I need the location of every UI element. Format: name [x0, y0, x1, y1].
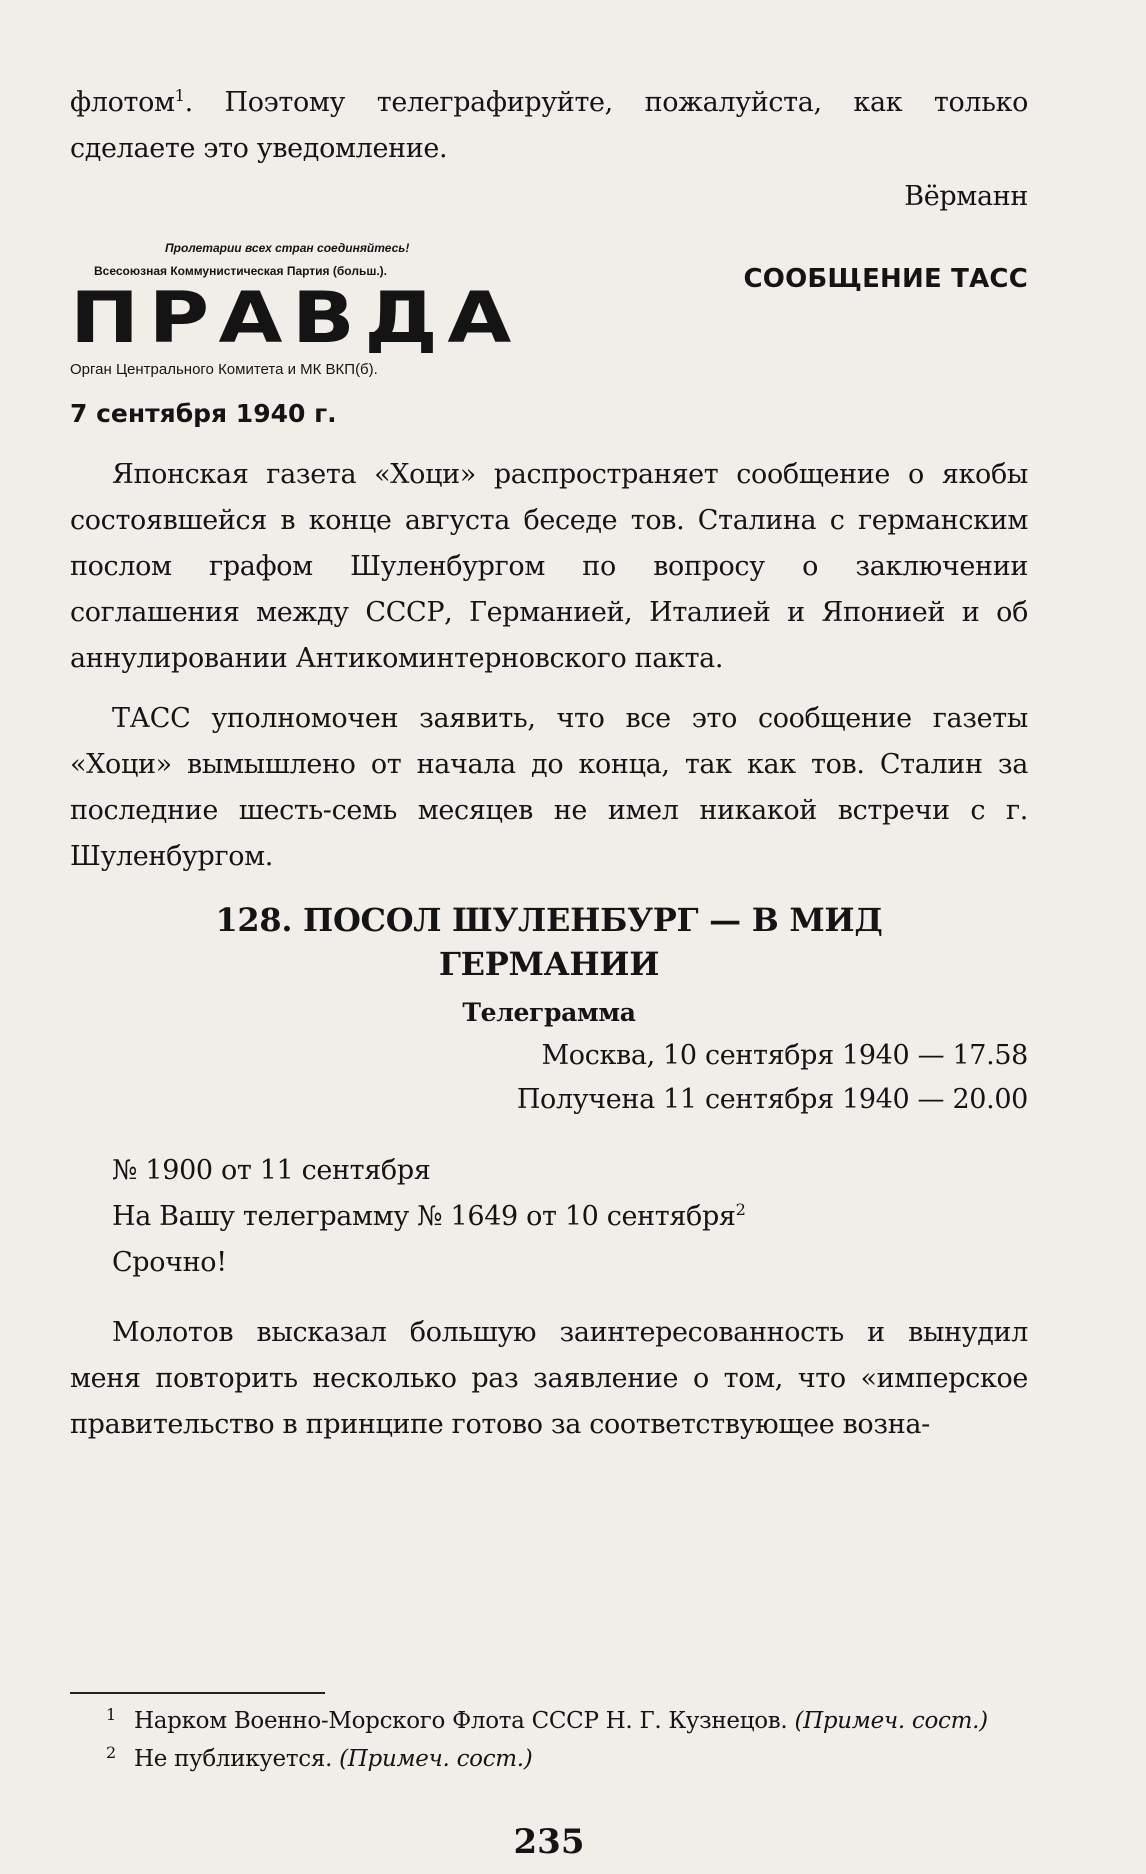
telegram-body: Молотов высказал большую заинтересованность и вынудил меня повторить несколько раз заявление о том, что «имперское правительство в принципе готово за соответствующее возна-	[70, 1317, 1028, 1440]
page-number: 235	[513, 1822, 585, 1862]
document-title-line-2: ГЕРМАНИИ	[438, 945, 660, 983]
pravda-masthead	[70, 240, 521, 380]
pravda-masthead-row	[70, 240, 1028, 390]
tass-heading: СООБЩЕНИЕ ТАСС	[743, 264, 1028, 294]
received-line: Получена 11 сентября 1940 — 20.00	[516, 1084, 1028, 1115]
footnote-divider	[70, 1692, 325, 1694]
footnote-ref-2[interactable]: 2	[735, 1200, 746, 1219]
footnote-note: (Примеч. сост.)	[339, 1746, 533, 1772]
footnote-1: 1 Нарком Военно-Морского Флота СССР Н. Г. Кузнецов. (Примеч. сост.)	[70, 1702, 1028, 1740]
intro-paragraph	[70, 80, 1028, 172]
tass-paragraph-1: Японская газета «Хоци» распространяет сообщение о якобы состоявшейся в конце августа беседе тов. Сталина с германским послом графом Шуленбургом по вопросу о заключении соглашения между СССР, Германией, Италией и Японией и об аннулировании Антикоминтерновского пакта.	[70, 459, 1028, 674]
document-type: Телеграмма	[462, 998, 636, 1027]
footnotes	[70, 1692, 1028, 1778]
footnote-ref-1[interactable]: 1	[174, 86, 185, 105]
intro-text-after: . Поэтому телеграфируйте, пожалуйста, как только сделаете это уведомление.	[70, 87, 1028, 164]
masthead-motto: Пролетарии всех стран соединяйтесь!	[165, 241, 410, 255]
signature: Вёрманн	[904, 181, 1028, 212]
book-page	[70, 80, 1028, 1870]
reply-reference: На Вашу телеграмму № 1649 от 10 сентября$^2$	[112, 1200, 746, 1232]
urgent-mark: Срочно!	[112, 1247, 227, 1278]
footnote-number: 2	[106, 1743, 116, 1762]
newspaper-date: 7 сентября 1940 г.	[70, 399, 337, 428]
document-title-line-1: 128. ПОСОЛ ШУЛЕНБУРГ — В МИД	[215, 901, 883, 939]
tass-paragraph-2: ТАСС уполномочен заявить, что все это сообщение газеты «Хоци» вымышлено от начала до конца, так как тов. Сталин за последние шесть-семь месяцев не имел никакой встречи с г. Шуленбургом.	[70, 703, 1028, 872]
document-title	[70, 898, 1028, 986]
intro-text-before: флотом	[70, 87, 175, 118]
footnote-2: 2 Не публикуется. (Примеч. сост.)	[70, 1740, 1028, 1778]
masthead-subtitle: Орган Центрального Комитета и МК ВКП(б).	[70, 361, 378, 378]
telegram-references	[112, 1148, 1028, 1286]
telegram-number: № 1900 от 11 сентября	[112, 1155, 431, 1186]
masthead-title: ПРАВДА	[70, 277, 521, 359]
footnote-number: 1	[106, 1705, 116, 1724]
footnote-note: (Примеч. сост.)	[794, 1708, 988, 1734]
sent-line: Москва, 10 сентября 1940 — 17.58	[541, 1040, 1028, 1071]
masthead-party: Всесоюзная Коммунистическая Партия (больш.).	[94, 264, 387, 278]
